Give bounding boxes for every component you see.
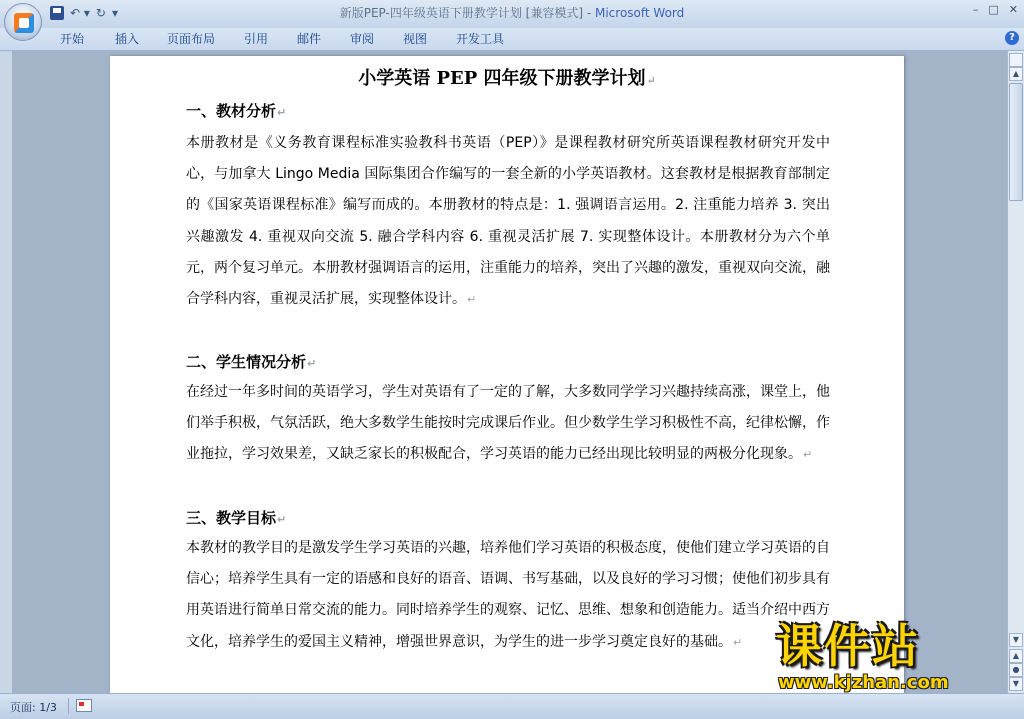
tab-references[interactable]: 引用 [244, 32, 269, 46]
quick-access-toolbar [50, 4, 118, 22]
save-icon[interactable] [50, 6, 64, 20]
browse-object-icon[interactable]: ● [1009, 663, 1023, 677]
office-logo-icon [14, 13, 34, 33]
document-title: 小学英语 PEP 四年级下册教学计划↵ [358, 68, 656, 89]
ribbon-tabs [0, 28, 1024, 51]
window-title: 新版PEP-四年级英语下册教学计划 [兼容模式] - Microsoft Word [339, 6, 685, 20]
tab-view[interactable]: 视图 [403, 32, 428, 46]
tab-review[interactable]: 审阅 [350, 32, 375, 46]
scroll-up-icon[interactable]: ▲ [1009, 67, 1023, 81]
close-button[interactable]: ✕ [1008, 3, 1018, 16]
office-button[interactable] [4, 3, 42, 41]
section-paragraph: 在经过一年多时间的英语学习，学生对英语有了一定的了解，大多数同学学习兴趣持续高涨，课堂上，他们举手积极，气氛活跃，绝大多数学生能按时完成课后作业。但少数学生学习积极性不高，纪律松懈，作业拖拉，学习效果差，又缺乏家长的积极配合，学习英语的能力已经出现比较明显的两极分化现象。↵ [186, 384, 830, 463]
ruler-toggle-icon[interactable] [1009, 53, 1023, 67]
tab-home[interactable]: 开始 [60, 32, 85, 46]
section-heading: 二、学生情况分析↵ [186, 353, 317, 371]
watermark-text: 课件站 [776, 619, 920, 673]
site-watermark-logo [772, 618, 1008, 693]
section-paragraph: 本教材的教学目的是激发学生学习英语的兴趣，培养他们学习英语的积极态度，使他们建立学习英语的自信心；培养学生具有一定的语感和良好的语音、语调、书写基础，以及良好的学习习惯；使他们初步具有用英语进行简单日常交流的能力。同时培养学生的观察、记忆、思维、想象和创造能力。适当介绍中西方文化，培养学生的爱国主义精神，增强世界意识，为学生的进一步学习奠定良好的基础。↵ [186, 540, 830, 650]
next-page-icon[interactable]: ▼ [1009, 677, 1023, 691]
scroll-thumb[interactable] [1009, 83, 1023, 201]
undo-button[interactable]: ↶ ▾ [70, 6, 90, 20]
section-heading: 三、教学目标↵ [186, 509, 287, 527]
tab-page-layout[interactable]: 页面布局 [167, 32, 216, 46]
tab-insert[interactable]: 插入 [115, 32, 140, 46]
vertical-ruler [0, 51, 12, 693]
maximize-button[interactable]: □ [988, 3, 999, 16]
section-heading: 一、教材分析↵ [186, 102, 287, 120]
minimize-button[interactable]: – [972, 3, 979, 16]
page-indicator[interactable]: 页面: 1/3 [10, 701, 57, 714]
scroll-down-icon[interactable]: ▼ [1009, 633, 1023, 647]
section-paragraph: 本册教材是《义务教育课程标准实验教科书英语（PEP）》是课程教材研究所英语课程教材研究开发中心，与加拿大 Lingo Media 国际集团合作编写的一套全新的小学英语教材。这套教材是根据教育部制定的《国家英语课程标准》编写而成的。本册教材的特点是：1. 强调语言运用。2. 注重能力培养 3. 突出兴趣激发 4. 重视双向交流 5. 融合学科内容 6. 重视灵活扩展 7. 实现整体设计。本册教材分为六个单元，两个复习单元。本册教材强调语言的运用，注重能力的培养，突出了兴趣的激发，重视双向交流，融合学科内容，重视灵活扩展，实现整体设计。↵ [186, 135, 830, 308]
redo-button[interactable]: ↻ [95, 6, 106, 20]
title-bar [0, 0, 1024, 28]
window-controls [973, 3, 1018, 16]
status-divider [68, 698, 69, 714]
customize-qat-button[interactable]: ▾ [111, 6, 118, 20]
help-icon[interactable]: ? [1005, 31, 1019, 45]
tab-mailings[interactable]: 邮件 [297, 32, 322, 46]
tab-developer[interactable]: 开发工具 [456, 32, 505, 46]
watermark-url: www.kjzhan.com [778, 672, 949, 693]
document-page[interactable] [110, 56, 904, 693]
proofing-icon[interactable] [76, 699, 92, 712]
previous-page-icon[interactable]: ▲ [1009, 649, 1023, 663]
vertical-scrollbar[interactable] [1007, 51, 1024, 693]
status-bar [0, 693, 1024, 719]
